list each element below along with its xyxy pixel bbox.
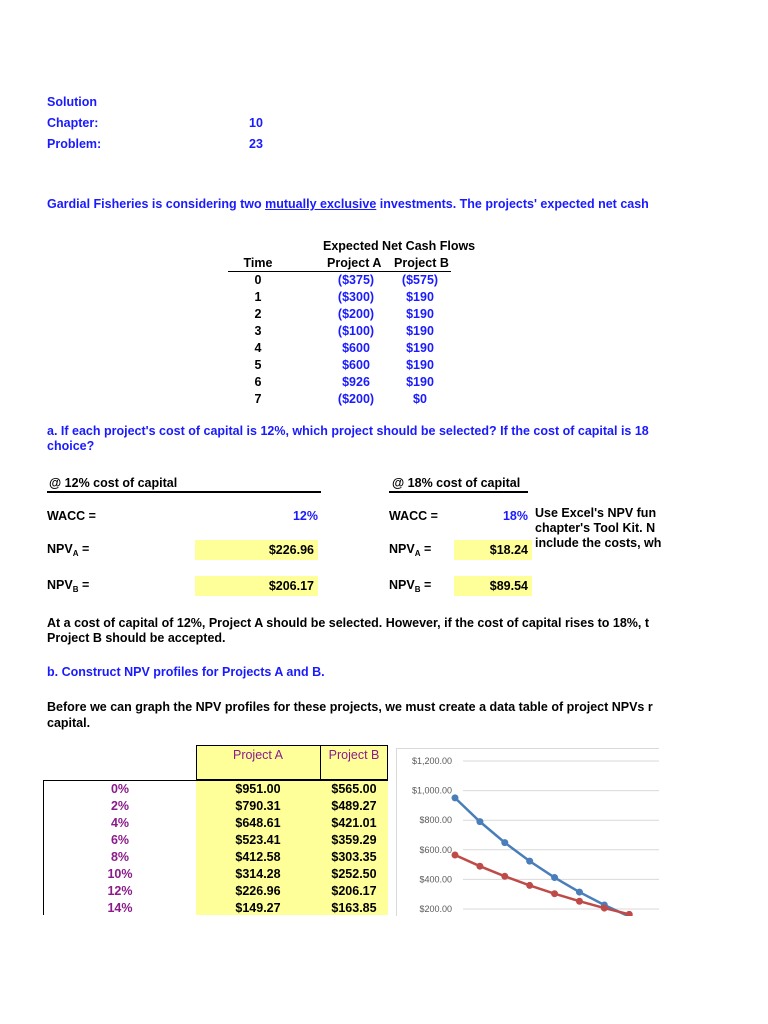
cashflow-header-rule	[228, 271, 451, 272]
answer-a-line1: At a cost of capital of 12%, Project A should be selected. However, if the cost of capital rises to 18%, t	[47, 616, 650, 630]
heading-18-rule	[389, 491, 528, 493]
cashflow-b-cell: ($575)	[401, 273, 439, 287]
profile-a-cell: $149.27	[235, 901, 281, 915]
cashflow-b-cell: $190	[406, 307, 434, 321]
profile-rate-cell: 14%	[107, 901, 133, 915]
problem-value: 23	[249, 137, 263, 151]
cashflow-time-cell: 4	[254, 341, 262, 355]
intro-text: Gardial Fisheries is considering two mutually exclusive investments. The projects' expected net cash	[47, 197, 649, 211]
series-point-1	[452, 851, 459, 858]
part-b-text-line2: capital.	[47, 716, 91, 730]
y-tick-label: $400.00	[419, 874, 452, 885]
series-point-0	[501, 839, 508, 846]
profile-table-left-rule	[43, 780, 44, 915]
profile-a-cell: $226.96	[235, 884, 281, 898]
profile-b-cell: $252.50	[331, 867, 377, 881]
wacc-label-12: WACC =	[47, 509, 96, 523]
npv-b-label-12: $NPV_B$ =	[47, 578, 90, 594]
note-line1: Use Excel's NPV fun	[535, 506, 657, 520]
profile-b-cell: $489.27	[331, 799, 377, 813]
npv-profile-chart	[396, 748, 659, 916]
npv-b-value-18: $89.54	[454, 576, 532, 596]
profile-a-cell: $412.58	[235, 850, 281, 864]
profile-b-cell: $303.35	[331, 850, 377, 864]
heading-12-rule	[47, 491, 321, 493]
cashflow-time-cell: 2	[254, 307, 262, 321]
profile-rate-cell: 2%	[110, 799, 130, 813]
cashflow-b-cell: $190	[406, 341, 434, 355]
series-point-1	[526, 882, 533, 889]
note-line3: include the costs, wh	[535, 536, 662, 550]
wacc-label-18: WACC =	[389, 509, 438, 523]
series-point-1	[476, 863, 483, 870]
y-tick-label: $600.00	[419, 844, 452, 855]
question-a-line1: a. If each project's cost of capital is 12%, which project should be selected? If the cost of capital is 18	[47, 424, 649, 438]
profile-col-a-header: Project A	[232, 748, 284, 762]
profile-rate-cell: 8%	[110, 850, 130, 864]
chapter-label: Chapter:	[47, 116, 99, 130]
solution-label: Solution	[47, 95, 97, 109]
heading-18: @ 18% cost of capital	[392, 476, 521, 490]
npv-a-label-18: $NPV_A$ =	[389, 542, 432, 558]
profile-b-cell: $163.85	[331, 901, 377, 915]
wacc-value-18: 18%	[502, 509, 528, 523]
question-b: b. Construct NPV profiles for Projects A and B.	[47, 665, 325, 679]
npv-a-value-12: $226.96	[195, 540, 318, 560]
y-tick-label: $200.00	[419, 904, 452, 914]
profile-col-b-header: Project B	[328, 748, 380, 762]
cashflow-b-cell: $0	[413, 392, 427, 406]
profile-rate-cell: 12%	[107, 884, 133, 898]
cashflow-a-cell: $600	[342, 358, 370, 372]
cashflow-a-cell: $926	[342, 375, 370, 389]
chapter-value: 10	[249, 116, 263, 130]
y-tick-label: $1,200.00	[411, 756, 452, 766]
series-point-1	[501, 873, 508, 880]
profile-b-cell: $359.29	[331, 833, 377, 847]
series-point-0	[551, 874, 558, 881]
answer-a-line2: Project B should be accepted.	[47, 631, 226, 645]
series-point-0	[526, 858, 533, 865]
cashflow-time-cell: 6	[254, 375, 262, 389]
cashflow-time-cell: 1	[254, 290, 262, 304]
profile-rate-cell: 10%	[107, 867, 133, 881]
heading-12: @ 12% cost of capital	[49, 476, 178, 490]
profile-a-cell: $314.28	[235, 867, 281, 881]
part-b-text-line1: Before we can graph the NPV profiles for these projects, we must create a data table of project NPVs r	[47, 700, 653, 714]
profile-rate-cell: 6%	[110, 833, 130, 847]
series-point-1	[551, 890, 558, 897]
cashflow-a-cell: ($375)	[337, 273, 375, 287]
problem-label: Problem:	[47, 137, 102, 151]
profile-b-cell: $206.17	[331, 884, 377, 898]
profile-b-cell: $421.01	[331, 816, 377, 830]
cashflow-time-cell: 5	[254, 358, 262, 372]
profile-a-cell: $523.41	[235, 833, 281, 847]
wacc-value-12: 12%	[292, 509, 318, 523]
series-point-1	[576, 898, 583, 905]
npv-a-label-12: $NPV_A$ =	[47, 542, 90, 558]
series-point-1	[626, 911, 633, 916]
npv-b-label-18: $NPV_B$ =	[389, 578, 432, 594]
profile-a-cell: $790.31	[235, 799, 281, 813]
series-point-0	[576, 889, 583, 896]
npv-a-value-18: $18.24	[454, 540, 532, 560]
profile-rate-cell: 4%	[110, 816, 130, 830]
cashflow-a-cell: ($100)	[337, 324, 375, 338]
cashflow-title: Expected Net Cash Flows	[323, 239, 476, 253]
series-point-1	[601, 905, 608, 912]
cashflow-time-cell: 7	[254, 392, 262, 406]
cashflow-b-cell: $190	[406, 358, 434, 372]
col-time-header: Time	[243, 256, 273, 270]
profile-table-top-rule	[43, 780, 388, 781]
cashflow-time-cell: 0	[254, 273, 262, 287]
cashflow-a-cell: ($300)	[337, 290, 375, 304]
cashflow-b-cell: $190	[406, 375, 434, 389]
cashflow-a-cell: ($200)	[337, 307, 375, 321]
profile-a-cell: $648.61	[235, 816, 281, 830]
profile-b-cell: $565.00	[331, 782, 377, 796]
col-project-b-header: Project B	[394, 256, 449, 270]
cashflow-a-cell: $600	[342, 341, 370, 355]
series-point-0	[476, 818, 483, 825]
question-a-line2: choice?	[47, 439, 95, 453]
cashflow-a-cell: ($200)	[337, 392, 375, 406]
profile-a-cell: $951.00	[235, 782, 281, 796]
cashflow-b-cell: $190	[406, 324, 434, 338]
cashflow-time-cell: 3	[254, 324, 262, 338]
col-project-a-header: Project A	[327, 256, 382, 270]
y-tick-label: $1,000.00	[411, 785, 452, 796]
series-line-0	[455, 798, 629, 916]
y-tick-label: $800.00	[419, 815, 452, 826]
cashflow-b-cell: $190	[406, 290, 434, 304]
npv-b-value-12: $206.17	[195, 576, 318, 596]
npv-profile-chart-svg	[397, 749, 659, 916]
note-line2: chapter's Tool Kit. N	[535, 521, 656, 535]
profile-rate-cell: 0%	[110, 782, 130, 796]
series-point-0	[452, 794, 459, 801]
